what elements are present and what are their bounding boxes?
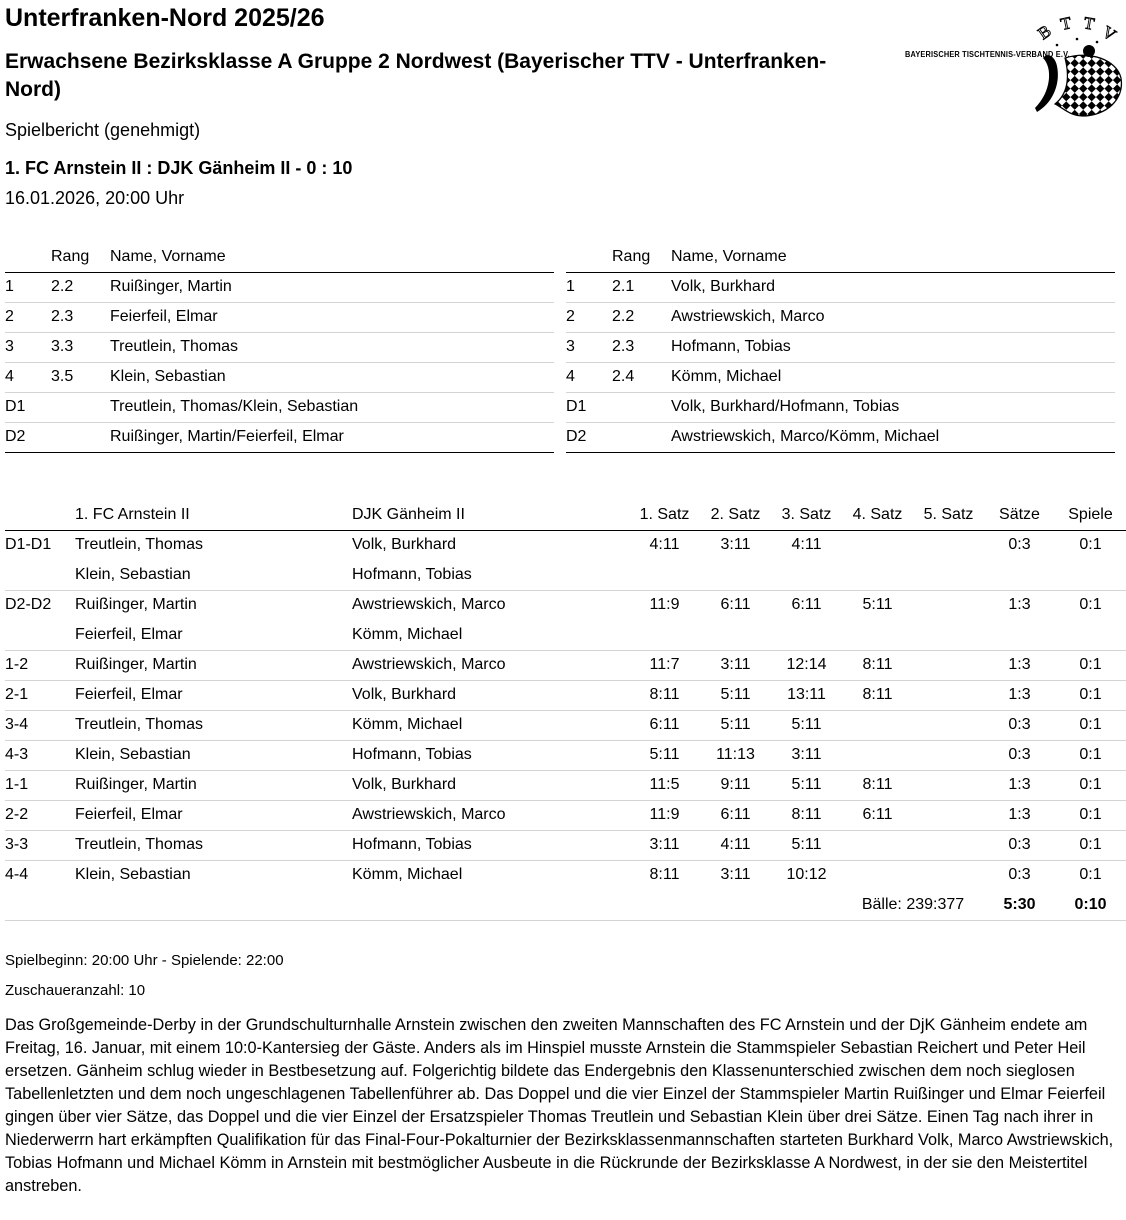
set-score-3: 5:11 (771, 710, 842, 740)
set-score-4 (842, 860, 913, 890)
lineup-pos: 4 (5, 362, 51, 392)
home-lineup-body (5, 272, 554, 452)
set-score-1: 4:11 (649, 536, 680, 554)
lineup-header-row (566, 242, 1115, 272)
lineup-pos: D2 (5, 422, 51, 452)
match-pairing (5, 620, 75, 650)
home-player: Klein, Sebastian (75, 560, 352, 590)
saetze-score: 0:3 (984, 740, 1055, 770)
set-score-5 (913, 770, 984, 800)
saetze-total: 5:30 (984, 890, 1055, 920)
set-score-5 (913, 590, 984, 620)
lineup-player-name: Awstriewskich, Marco (671, 302, 1115, 332)
home-lineup-row (5, 422, 554, 452)
set-score-4: 5:11 (862, 596, 893, 614)
set-score-2: 3:11 (720, 536, 751, 554)
spiele-score: 0:1 (1079, 866, 1102, 884)
guest-lineup-row (566, 302, 1115, 332)
lineup-rang: 2.1 (612, 272, 671, 302)
saetze-score: 0:3 (1008, 866, 1031, 884)
match-pairing: 1-2 (5, 650, 75, 680)
lineup-rang-header: Rang (612, 242, 671, 272)
set-score-5 (913, 620, 984, 650)
logo-text: BAYERISCHER TISCHTENNIS-VERBAND E.V. (905, 50, 1070, 59)
guest-player: Volk, Burkhard (352, 536, 457, 554)
lineup-rang (612, 422, 671, 452)
lineup-pos-header (5, 242, 51, 272)
results-set5-header: 5. Satz (913, 500, 984, 530)
set-score-1: 11:9 (629, 800, 700, 830)
results-body (5, 530, 1126, 890)
home-lineup-table (5, 242, 554, 453)
logo-letter-t2: T (1082, 13, 1096, 34)
saetze-score: 0:3 (1008, 536, 1031, 554)
set-score-4 (842, 560, 913, 590)
guest-lineup-row (566, 362, 1115, 392)
guest-player: Awstriewskich, Marco (352, 800, 629, 830)
set-score-1: 5:11 (629, 740, 700, 770)
results-row (5, 800, 1126, 830)
match-title: 1. FC Arnstein II : DJK Gänheim II - 0 : 10 (5, 158, 353, 178)
set-score-3: 5:11 (771, 770, 842, 800)
lineup-pos: 4 (566, 362, 612, 392)
home-lineup-row (5, 362, 554, 392)
lineup-player-name: Ruißinger, Martin (110, 272, 554, 302)
lineup-pos-header (566, 242, 612, 272)
home-player: Feierfeil, Elmar (75, 680, 352, 710)
guest-lineup-body (566, 272, 1115, 452)
set-score-2: 9:11 (700, 770, 771, 800)
lineup-rang: 2.3 (612, 332, 671, 362)
set-score-4 (842, 530, 913, 560)
set-score-5 (913, 800, 984, 830)
logo-letter-t1: T (1058, 13, 1073, 34)
lineup-player-name: Klein, Sebastian (110, 362, 554, 392)
saetze-score: 1:3 (1008, 596, 1031, 614)
lineup-pos: 3 (5, 332, 51, 362)
home-player: Klein, Sebastian (75, 740, 352, 770)
set-score-2 (700, 620, 771, 650)
set-score-1 (629, 560, 700, 590)
spiele-score (1055, 560, 1126, 590)
set-score-5 (913, 860, 984, 890)
saetze-score (984, 620, 1055, 650)
match-date: 16.01.2026, 20:00 Uhr (5, 188, 185, 208)
lineup-player-name: Volk, Burkhard (671, 272, 1115, 302)
saetze-score: 1:3 (984, 680, 1055, 710)
match-pairing (5, 560, 75, 590)
results-row (5, 530, 1126, 560)
home-player: Ruißinger, Martin (75, 770, 352, 800)
set-score-4 (842, 830, 913, 860)
set-score-5 (913, 740, 984, 770)
spectator-count: Zuschaueranzahl: 10 (5, 982, 146, 999)
spiele-score: 0:1 (1079, 536, 1102, 554)
results-set1-header: 1. Satz (629, 500, 700, 530)
match-pairing: D2-D2 (5, 596, 52, 614)
set-score-3: 5:11 (771, 830, 842, 860)
lineup-pos: 3 (566, 332, 612, 362)
set-score-2: 5:11 (700, 680, 771, 710)
lineup-rang: 2.4 (612, 362, 671, 392)
results-home-header: 1. FC Arnstein II (75, 500, 352, 530)
lineup-player-name: Treutlein, Thomas (110, 332, 554, 362)
spiele-total: 0:10 (1055, 890, 1126, 920)
lineup-name-header: Name, Vorname (110, 242, 554, 272)
results-table (5, 500, 1126, 921)
lineup-rang (51, 422, 110, 452)
results-row (5, 770, 1126, 800)
lineup-pos: 1 (566, 272, 612, 302)
set-score-5 (913, 680, 984, 710)
lineup-header-row (5, 242, 554, 272)
set-score-1: 3:11 (629, 830, 700, 860)
home-player: Ruißinger, Martin (75, 596, 197, 614)
guest-lineup-row (566, 422, 1115, 452)
set-score-3: 4:11 (791, 536, 822, 554)
home-player: Treutlein, Thomas (75, 536, 204, 554)
lineup-player-name: Treutlein, Thomas/Klein, Sebastian (110, 392, 554, 422)
match-pairing: 3-4 (5, 710, 75, 740)
guest-player: Hofmann, Tobias (352, 560, 629, 590)
guest-player: Volk, Burkhard (352, 680, 629, 710)
lineup-rang: 2.2 (612, 302, 671, 332)
spiele-score: 0:1 (1055, 770, 1126, 800)
set-score-5 (913, 530, 984, 560)
set-score-3 (771, 560, 842, 590)
set-score-1: 6:11 (629, 710, 700, 740)
results-row (5, 860, 1126, 890)
set-score-1: 11:9 (649, 596, 680, 614)
guest-player: Kömm, Michael (352, 866, 463, 884)
lineup-name-header: Name, Vorname (671, 242, 1115, 272)
lineup-rang: 3.3 (51, 332, 110, 362)
spiele-score (1055, 620, 1126, 650)
results-row (5, 560, 1126, 590)
spiele-score: 0:1 (1055, 680, 1126, 710)
home-lineup-row (5, 302, 554, 332)
guest-player: Awstriewskich, Marco (352, 650, 629, 680)
saetze-score: 0:3 (984, 830, 1055, 860)
lineup-player-name: Feierfeil, Elmar (110, 302, 554, 332)
match-pairing: 4-4 (5, 866, 29, 884)
lineup-player-name: Kömm, Michael (671, 362, 1115, 392)
saetze-score: 0:3 (984, 710, 1055, 740)
set-score-3: 12:14 (771, 650, 842, 680)
set-score-2: 4:11 (700, 830, 771, 860)
set-score-5 (913, 650, 984, 680)
set-score-4 (842, 710, 913, 740)
set-score-2: 6:11 (720, 596, 751, 614)
guest-player: Kömm, Michael (352, 710, 629, 740)
results-saetze-header: Sätze (984, 500, 1055, 530)
set-score-2: 11:13 (700, 740, 771, 770)
lineup-pos: 2 (566, 302, 612, 332)
set-score-2: 3:11 (700, 650, 771, 680)
results-row (5, 830, 1126, 860)
home-player: Treutlein, Thomas (75, 710, 352, 740)
set-score-2: 3:11 (720, 866, 751, 884)
spiele-score: 0:1 (1055, 800, 1126, 830)
report-status: Spielbericht (genehmigt) (5, 120, 201, 140)
results-set3-header: 3. Satz (771, 500, 842, 530)
set-score-3: 8:11 (771, 800, 842, 830)
guest-player: Volk, Burkhard (352, 770, 629, 800)
home-lineup-row (5, 392, 554, 422)
match-pairing: 2-1 (5, 680, 75, 710)
lineup-pos: 2 (5, 302, 51, 332)
set-score-3: 3:11 (771, 740, 842, 770)
guest-player: Hofmann, Tobias (352, 830, 629, 860)
set-score-3: 10:12 (786, 866, 827, 884)
guest-lineup-row (566, 392, 1115, 422)
home-player: Ruißinger, Martin (75, 650, 352, 680)
set-score-4: 8:11 (842, 770, 913, 800)
set-score-3: 13:11 (771, 680, 842, 710)
lineup-pos: D2 (566, 422, 612, 452)
league-title: Erwachsene Bezirksklasse A Gruppe 2 Nordwest (Bayerischer TTV - Unterfranken-Nord) (5, 50, 827, 101)
lineup-player-name: Ruißinger, Martin/Feierfeil, Elmar (110, 422, 554, 452)
results-total-row (5, 890, 1126, 920)
home-player: Klein, Sebastian (75, 866, 191, 884)
lineup-player-name: Volk, Burkhard/Hofmann, Tobias (671, 392, 1115, 422)
results-set4-header: 4. Satz (842, 500, 913, 530)
match-report-text: Das Großgemeinde-Derby in der Grundschulturnhalle Arnstein zwischen den zweiten Mannschaften des FC Arnstein und der DjK Gänheim endete am Freitag, 16. Januar, mit einem 10:0-Kantersieg der Gäste. Anders als im Hinspiel musste Arnstein die Stammspieler Sebastian Reichert und Peter Heil ersetzen. Gänheim schlug wieder in Bestbesetzung auf. Folgerichtig bildete das Endergebnis den Klassenunterschied zwischen dem noch sieglosen Tabellenletzten und dem noch ungeschlagenen Tabellenführer ab. Das Doppel und die vier Einzel der Stammspieler Martin Ruißinger und Elmar Feierfeil gingen über vier Sätze, das Doppel und die vier Einzel der Ersatzspieler Thomas Treutlein und Sebastian Klein über drei Sätze. Einen Tag nach ihrer in Niederwerrn hart erkämpften Qualifikation für das Final-Four-Pokalturnier der Bezirksklassenmannschaften starteten Burkhard Volk, Marco Awstriewskich, Tobias Hofmann und Michael Kömm in Arnstein mit bestmöglicher Ausbeute in die Rückrunde der Bezirksklasse A Nordwest, in der sie den Meistertitel anstreben. (5, 1016, 1114, 1195)
results-pair-header (5, 500, 75, 530)
lineup-rang: 2.2 (51, 272, 110, 302)
set-score-1: 8:11 (629, 680, 700, 710)
spiele-score: 0:1 (1079, 596, 1102, 614)
guest-lineup-table (566, 242, 1115, 453)
spiele-score: 0:1 (1055, 650, 1126, 680)
home-player: Treutlein, Thomas (75, 830, 352, 860)
set-score-4: 6:11 (842, 800, 913, 830)
spiele-score: 0:1 (1055, 740, 1126, 770)
results-spiele-header: Spiele (1055, 500, 1126, 530)
saetze-score: 1:3 (984, 800, 1055, 830)
set-score-2: 6:11 (700, 800, 771, 830)
set-score-2: 5:11 (700, 710, 771, 740)
set-score-5 (913, 710, 984, 740)
match-pairing: 2-2 (5, 800, 75, 830)
home-player: Feierfeil, Elmar (75, 620, 352, 650)
guest-player: Awstriewskich, Marco (352, 596, 506, 614)
match-pairing: 1-1 (5, 770, 75, 800)
set-score-4: 8:11 (842, 650, 913, 680)
home-lineup-row (5, 332, 554, 362)
set-score-1: 11:7 (629, 650, 700, 680)
results-header-row (5, 500, 1126, 530)
set-score-3 (771, 620, 842, 650)
lineup-rang (612, 392, 671, 422)
lineup-pos: D1 (5, 392, 51, 422)
set-score-4: 8:11 (842, 680, 913, 710)
match-pairing: 4-3 (5, 740, 75, 770)
set-score-2 (700, 560, 771, 590)
results-guest-header: DJK Gänheim II (352, 500, 629, 530)
lineup-pos: D1 (566, 392, 612, 422)
balls-total: Bälle: 239:377 (842, 890, 984, 920)
results-row (5, 740, 1126, 770)
results-row (5, 680, 1126, 710)
set-score-1: 11:5 (629, 770, 700, 800)
guest-player: Kömm, Michael (352, 620, 629, 650)
logo-letter-b: B (1034, 21, 1055, 44)
set-score-4 (842, 620, 913, 650)
results-set2-header: 2. Satz (700, 500, 771, 530)
lineup-rang: 3.5 (51, 362, 110, 392)
lineup-pos: 1 (5, 272, 51, 302)
results-row (5, 650, 1126, 680)
set-score-5 (913, 830, 984, 860)
lineup-rang-header: Rang (51, 242, 110, 272)
home-player: Feierfeil, Elmar (75, 800, 352, 830)
spiele-score: 0:1 (1055, 830, 1126, 860)
results-row (5, 710, 1126, 740)
match-pairing: 3-3 (5, 830, 75, 860)
org-title: Unterfranken-Nord 2025/26 (5, 4, 325, 32)
logo-letter-v: V (1098, 22, 1120, 45)
results-row (5, 620, 1126, 650)
home-lineup-row (5, 272, 554, 302)
saetze-score (984, 560, 1055, 590)
set-score-3: 6:11 (791, 596, 822, 614)
guest-lineup-row (566, 272, 1115, 302)
lineup-player-name: Hofmann, Tobias (671, 332, 1115, 362)
saetze-score: 1:3 (984, 770, 1055, 800)
set-score-1: 8:11 (649, 866, 680, 884)
saetze-score: 1:3 (984, 650, 1055, 680)
lineup-rang (51, 392, 110, 422)
spiele-score: 0:1 (1055, 710, 1126, 740)
lineup-player-name: Awstriewskich, Marco/Kömm, Michael (671, 422, 1115, 452)
set-score-4 (842, 740, 913, 770)
match-times: Spielbeginn: 20:00 Uhr - Spielende: 22:00 (5, 952, 284, 969)
lineup-rang: 2.3 (51, 302, 110, 332)
bttv-logo-icon (905, 8, 1125, 123)
results-row (5, 590, 1126, 620)
guest-lineup-row (566, 332, 1115, 362)
set-score-5 (913, 560, 984, 590)
match-pairing: D1-D1 (5, 536, 52, 554)
set-score-1 (629, 620, 700, 650)
guest-player: Hofmann, Tobias (352, 740, 629, 770)
